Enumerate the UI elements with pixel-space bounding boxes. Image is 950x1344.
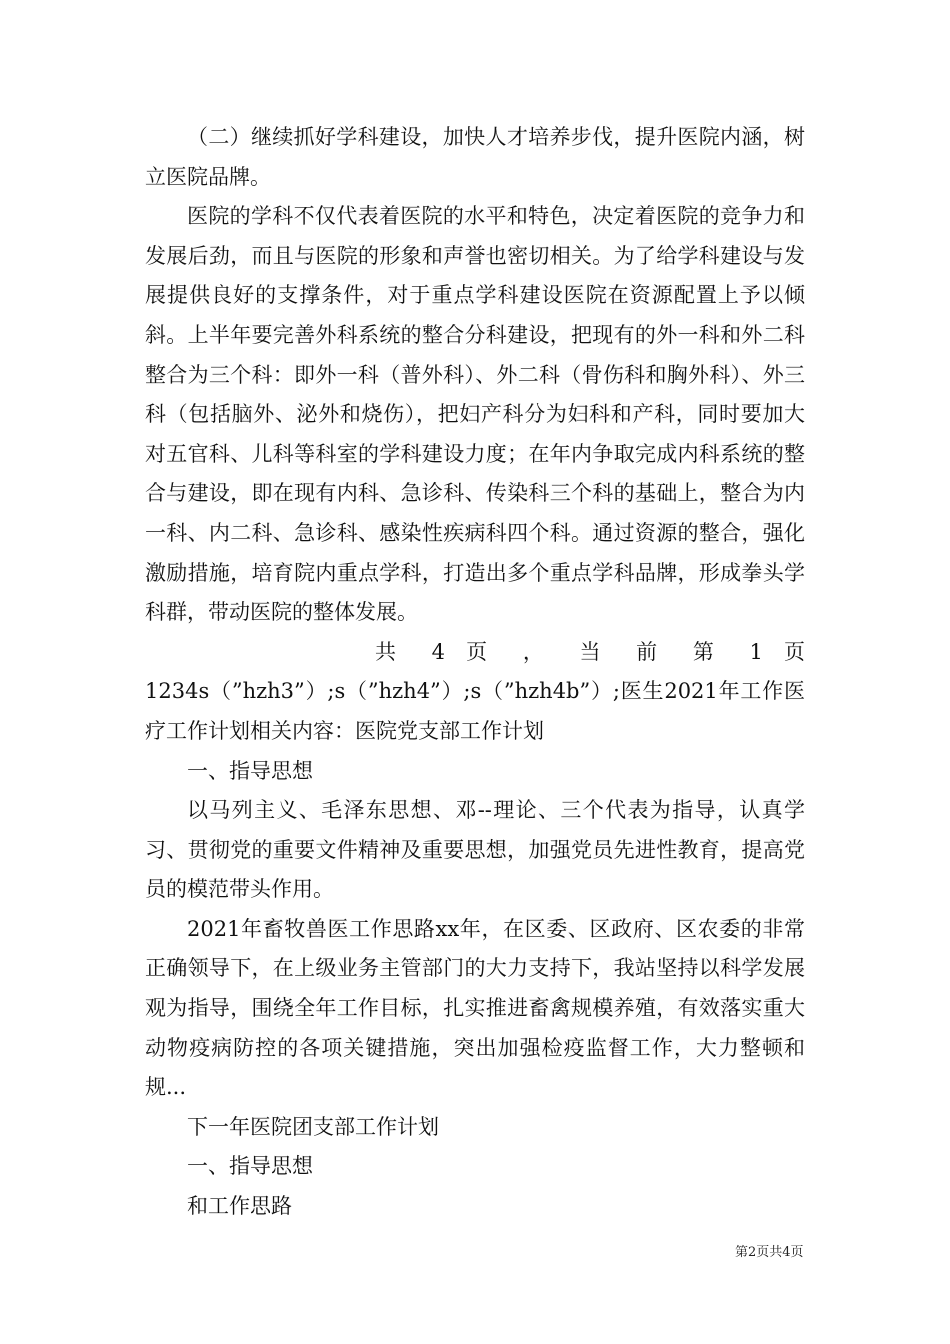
paragraph: 1234s（”hzh3”）;s（”hzh4”）;s（”hzh4b”）;医生2021年工作医疗工作计划相关内容：医院党支部工作计划 — [145, 679, 805, 743]
paragraph: 以马列主义、毛泽东思想、邓--理论、三个代表为指导，认真学习、贯彻党的重要文件精神及重要思想，加强党员先进性教育，提高党员的模范带头作用。 — [145, 798, 805, 902]
section-heading: 一、指导思想 — [187, 1154, 313, 1179]
page-counter-text: 共 4 页 ， 当 前 第 1 页 — [375, 639, 805, 664]
section-heading: 下一年医院团支部工作计划 — [187, 1114, 439, 1139]
page-footer: 第2页共4页 — [735, 1245, 804, 1260]
document-body — [145, 118, 805, 1227]
paragraph: 医院的学科不仅代表着医院的水平和特色，决定着医院的竞争力和发展后劲，而且与医院的形象和声誉也密切相关。为了给学科建设与发展提供良好的支撑条件，对于重点学科建设医院在资源配置上予以倾斜。上半年要完善外科系统的整合分科建设，把现有的外一科和外二科整合为三个科：即外一科（普外科）、外二科（骨伤科和胸外科）、外三科（包括脑外、泌外和烧伤），把妇产科分为妇科和产科，同时要加大对五官科、儿科等科室的学科建设力度；在年内争取完成内科系统的整合与建设，即在现有内科、急诊科、传染科三个科的基础上，整合为内一科、内二科、急诊科、感染性疾病科四个科。通过资源的整合，强化激励措施，培育院内重点学科，打造出多个重点学科品牌，形成拳头学科群，带动医院的整体发展。 — [145, 204, 805, 625]
section-heading: （二）继续抓好学科建设，加快人才培养步伐，提升医院内涵，树立医院品牌。 — [145, 125, 805, 189]
paragraph: 2021年畜牧兽医工作思路xx年，在区委、区政府、区农委的非常正确领导下，在上级业务主管部门的大力支持下，我站坚持以科学发展观为指导，围绕全年工作目标，扎实推进畜禽规模养殖，有效落实重大动物疫病防控的各项关键措施，突出加强检疫监督工作，大力整顿和规... — [145, 916, 805, 1100]
paragraph: 和工作思路 — [187, 1194, 292, 1219]
section-heading: 一、指导思想 — [187, 758, 313, 783]
